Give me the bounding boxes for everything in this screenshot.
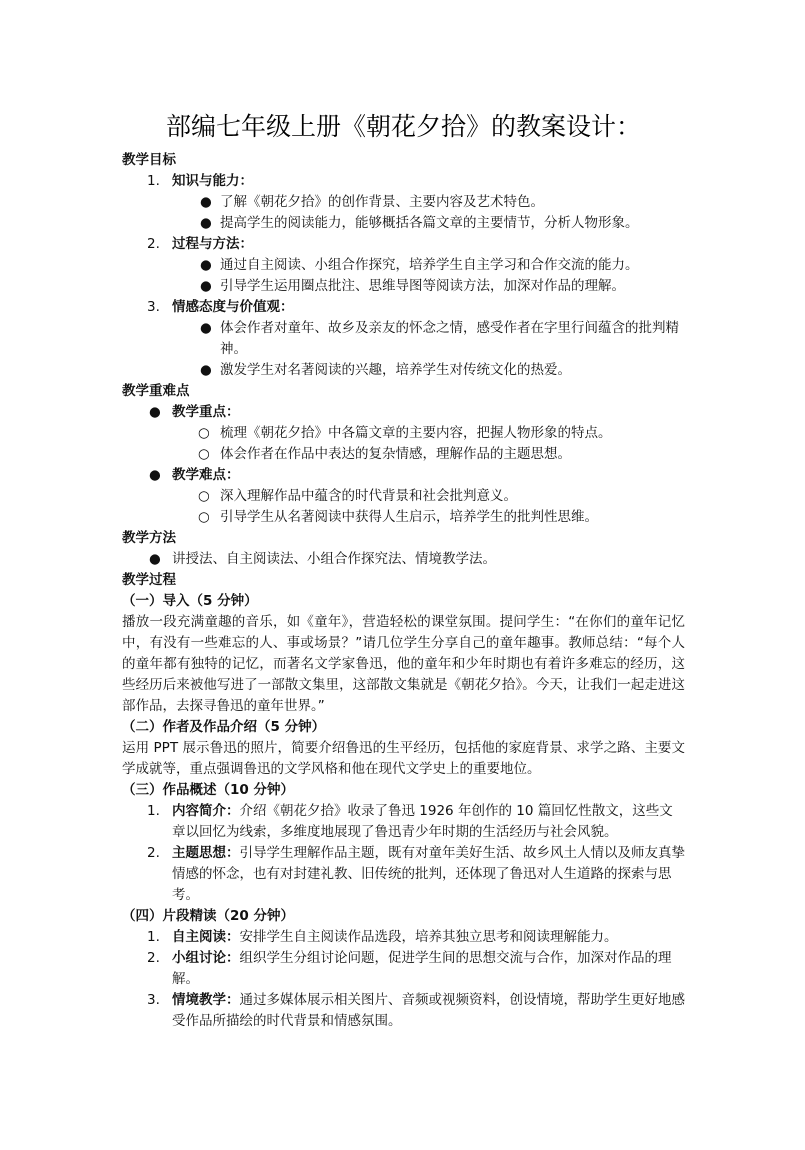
step4-item-number: 3. bbox=[147, 992, 160, 1008]
step4-item bbox=[122, 990, 685, 1032]
goal-item-label: 情感态度与价值观： bbox=[172, 299, 294, 315]
step4-item-label: 自主阅读： bbox=[172, 929, 240, 945]
step4-item-text: 安排学生自主阅读作品选段，培养其独立思考和阅读理解能力。 bbox=[239, 929, 618, 945]
bullet-text: 提高学生的阅读能力，能够概括各篇文章的主要情节，分析人物形象。 bbox=[220, 215, 639, 231]
goal-item-number: 2. bbox=[147, 236, 160, 252]
circle-bullet-icon: ○ bbox=[198, 488, 210, 504]
bullet-text: 通过自主阅读、小组合作探究，培养学生自主学习和合作交流的能力。 bbox=[220, 257, 639, 273]
goal-item-number: 1. bbox=[147, 173, 160, 189]
sub-bullet-item bbox=[122, 507, 685, 528]
circle-bullet-icon: ○ bbox=[198, 425, 210, 441]
step4-item-text: 组织学生分组讨论问题，促进学生间的思想交流与合作，加深对作品的理解。 bbox=[172, 950, 672, 987]
goal-item-label: 过程与方法： bbox=[172, 236, 253, 252]
bullet-icon: ● bbox=[200, 362, 212, 378]
bullet-icon: ● bbox=[149, 551, 161, 567]
step1-paragraph: 播放一段充满童趣的音乐，如《童年》，营造轻松的课堂氛围。提问学生：“在你们的童年记忆中，有没有一些难忘的人、事或场景？”请几位学生分享自己的童年趣事。教师总结：“每个人的童年都有独特的记忆，而著名文学家鲁迅，他的童年和少年时期也有着许多难忘的经历，这些经历后来被他写进了一部散文集里，这部散文集就是《朝花夕拾》。今天，让我们一起走进这部作品，去探寻鲁迅的童年世界。” bbox=[122, 614, 685, 714]
bullet-text: 了解《朝花夕拾》的创作背景、主要内容及艺术特色。 bbox=[220, 194, 544, 210]
step4-item-number: 2. bbox=[147, 950, 160, 966]
sub-bullet-text: 体会作者在作品中表达的复杂情感，理解作品的主题思想。 bbox=[220, 446, 571, 462]
sub-bullet-item bbox=[122, 423, 685, 444]
bullet-text: 讲授法、自主阅读法、小组合作探究法、情境教学法。 bbox=[172, 551, 496, 567]
bullet-item bbox=[122, 360, 685, 381]
section-goals-heading: 教学目标 bbox=[122, 152, 176, 168]
bullet-item bbox=[122, 276, 685, 297]
step3-item bbox=[122, 843, 685, 906]
bullet-icon: ● bbox=[149, 404, 161, 420]
step4-item-text: 通过多媒体展示相关图片、音频或视频资料，创设情境，帮助学生更好地感受作品所描绘的时代背景和情感氛围。 bbox=[172, 992, 685, 1029]
step3-item-number: 1. bbox=[147, 803, 160, 819]
step2-heading: （二）作者及作品介绍（5 分钟） bbox=[122, 719, 326, 735]
keypoint-group bbox=[122, 402, 685, 423]
step3-heading: （三）作品概述（10 分钟） bbox=[122, 782, 294, 798]
step1-heading: （一）导入（5 分钟） bbox=[122, 593, 258, 609]
bullet-item bbox=[122, 192, 685, 213]
bullet-icon: ● bbox=[200, 215, 212, 231]
section-keypoints-heading: 教学重难点 bbox=[122, 383, 190, 399]
step4-item bbox=[122, 948, 685, 990]
sub-bullet-text: 梳理《朝花夕拾》中各篇文章的主要内容，把握人物形象的特点。 bbox=[220, 425, 612, 441]
bullet-item bbox=[122, 549, 685, 570]
goal-item-1 bbox=[122, 171, 685, 192]
bullet-icon: ● bbox=[200, 194, 212, 210]
keypoint-label: 教学重点： bbox=[172, 404, 240, 420]
bullet-icon: ● bbox=[200, 320, 212, 336]
step3-item bbox=[122, 801, 685, 843]
step4-item bbox=[122, 927, 685, 948]
page-title: 部编七年级上册《朝花夕拾》的教案设计： bbox=[165, 112, 641, 141]
bullet-text: 体会作者对童年、故乡及亲友的怀念之情，感受作者在字里行间蕴含的批判精神。 bbox=[220, 320, 679, 357]
section-process-heading: 教学过程 bbox=[122, 572, 176, 588]
step3-item-label: 内容简介： bbox=[172, 803, 240, 819]
goal-item-3 bbox=[122, 297, 685, 318]
bullet-text: 引导学生运用圈点批注、思维导图等阅读方法，加深对作品的理解。 bbox=[220, 278, 625, 294]
goal-item-2 bbox=[122, 234, 685, 255]
step4-item-label: 情境教学： bbox=[172, 992, 240, 1008]
circle-bullet-icon: ○ bbox=[198, 446, 210, 462]
circle-bullet-icon: ○ bbox=[198, 509, 210, 525]
bullet-item bbox=[122, 255, 685, 276]
bullet-icon: ● bbox=[200, 257, 212, 273]
sub-bullet-item bbox=[122, 444, 685, 465]
step3-item-text: 引导学生理解作品主题，既有对童年美好生活、故乡风土人情以及师友真挚情感的怀念，也有对封建礼教、旧传统的批判，还体现了鲁迅对人生道路的探索与思考。 bbox=[172, 845, 685, 903]
step3-item-label: 主题思想： bbox=[172, 845, 240, 861]
step3-item-text: 介绍《朝花夕拾》收录了鲁迅 1926 年创作的 10 篇回忆性散文，这些文章以回忆为线索，多维度地展现了鲁迅青少年时期的生活经历与社会风貌。 bbox=[172, 803, 673, 840]
keypoint-group bbox=[122, 465, 685, 486]
step3-item-number: 2. bbox=[147, 845, 160, 861]
goal-item-label: 知识与能力： bbox=[172, 173, 253, 189]
bullet-icon: ● bbox=[149, 467, 161, 483]
step4-heading: （四）片段精读（20 分钟） bbox=[122, 908, 294, 924]
sub-bullet-text: 深入理解作品中蕴含的时代背景和社会批判意义。 bbox=[220, 488, 517, 504]
step4-item-label: 小组讨论： bbox=[172, 950, 240, 966]
bullet-item bbox=[122, 213, 685, 234]
step4-item-number: 1. bbox=[147, 929, 160, 945]
bullet-text: 激发学生对名著阅读的兴趣，培养学生对传统文化的热爱。 bbox=[220, 362, 571, 378]
section-methods-heading: 教学方法 bbox=[122, 530, 176, 546]
step2-paragraph: 运用 PPT 展示鲁迅的照片，简要介绍鲁迅的生平经历，包括他的家庭背景、求学之路、主要文学成就等，重点强调鲁迅的文学风格和他在现代文学史上的重要地位。 bbox=[122, 740, 685, 777]
bullet-icon: ● bbox=[200, 278, 212, 294]
bullet-item bbox=[122, 318, 685, 360]
sub-bullet-text: 引导学生从名著阅读中获得人生启示，培养学生的批判性思维。 bbox=[220, 509, 598, 525]
sub-bullet-item bbox=[122, 486, 685, 507]
keypoint-label: 教学难点： bbox=[172, 467, 240, 483]
goal-item-number: 3. bbox=[147, 299, 160, 315]
